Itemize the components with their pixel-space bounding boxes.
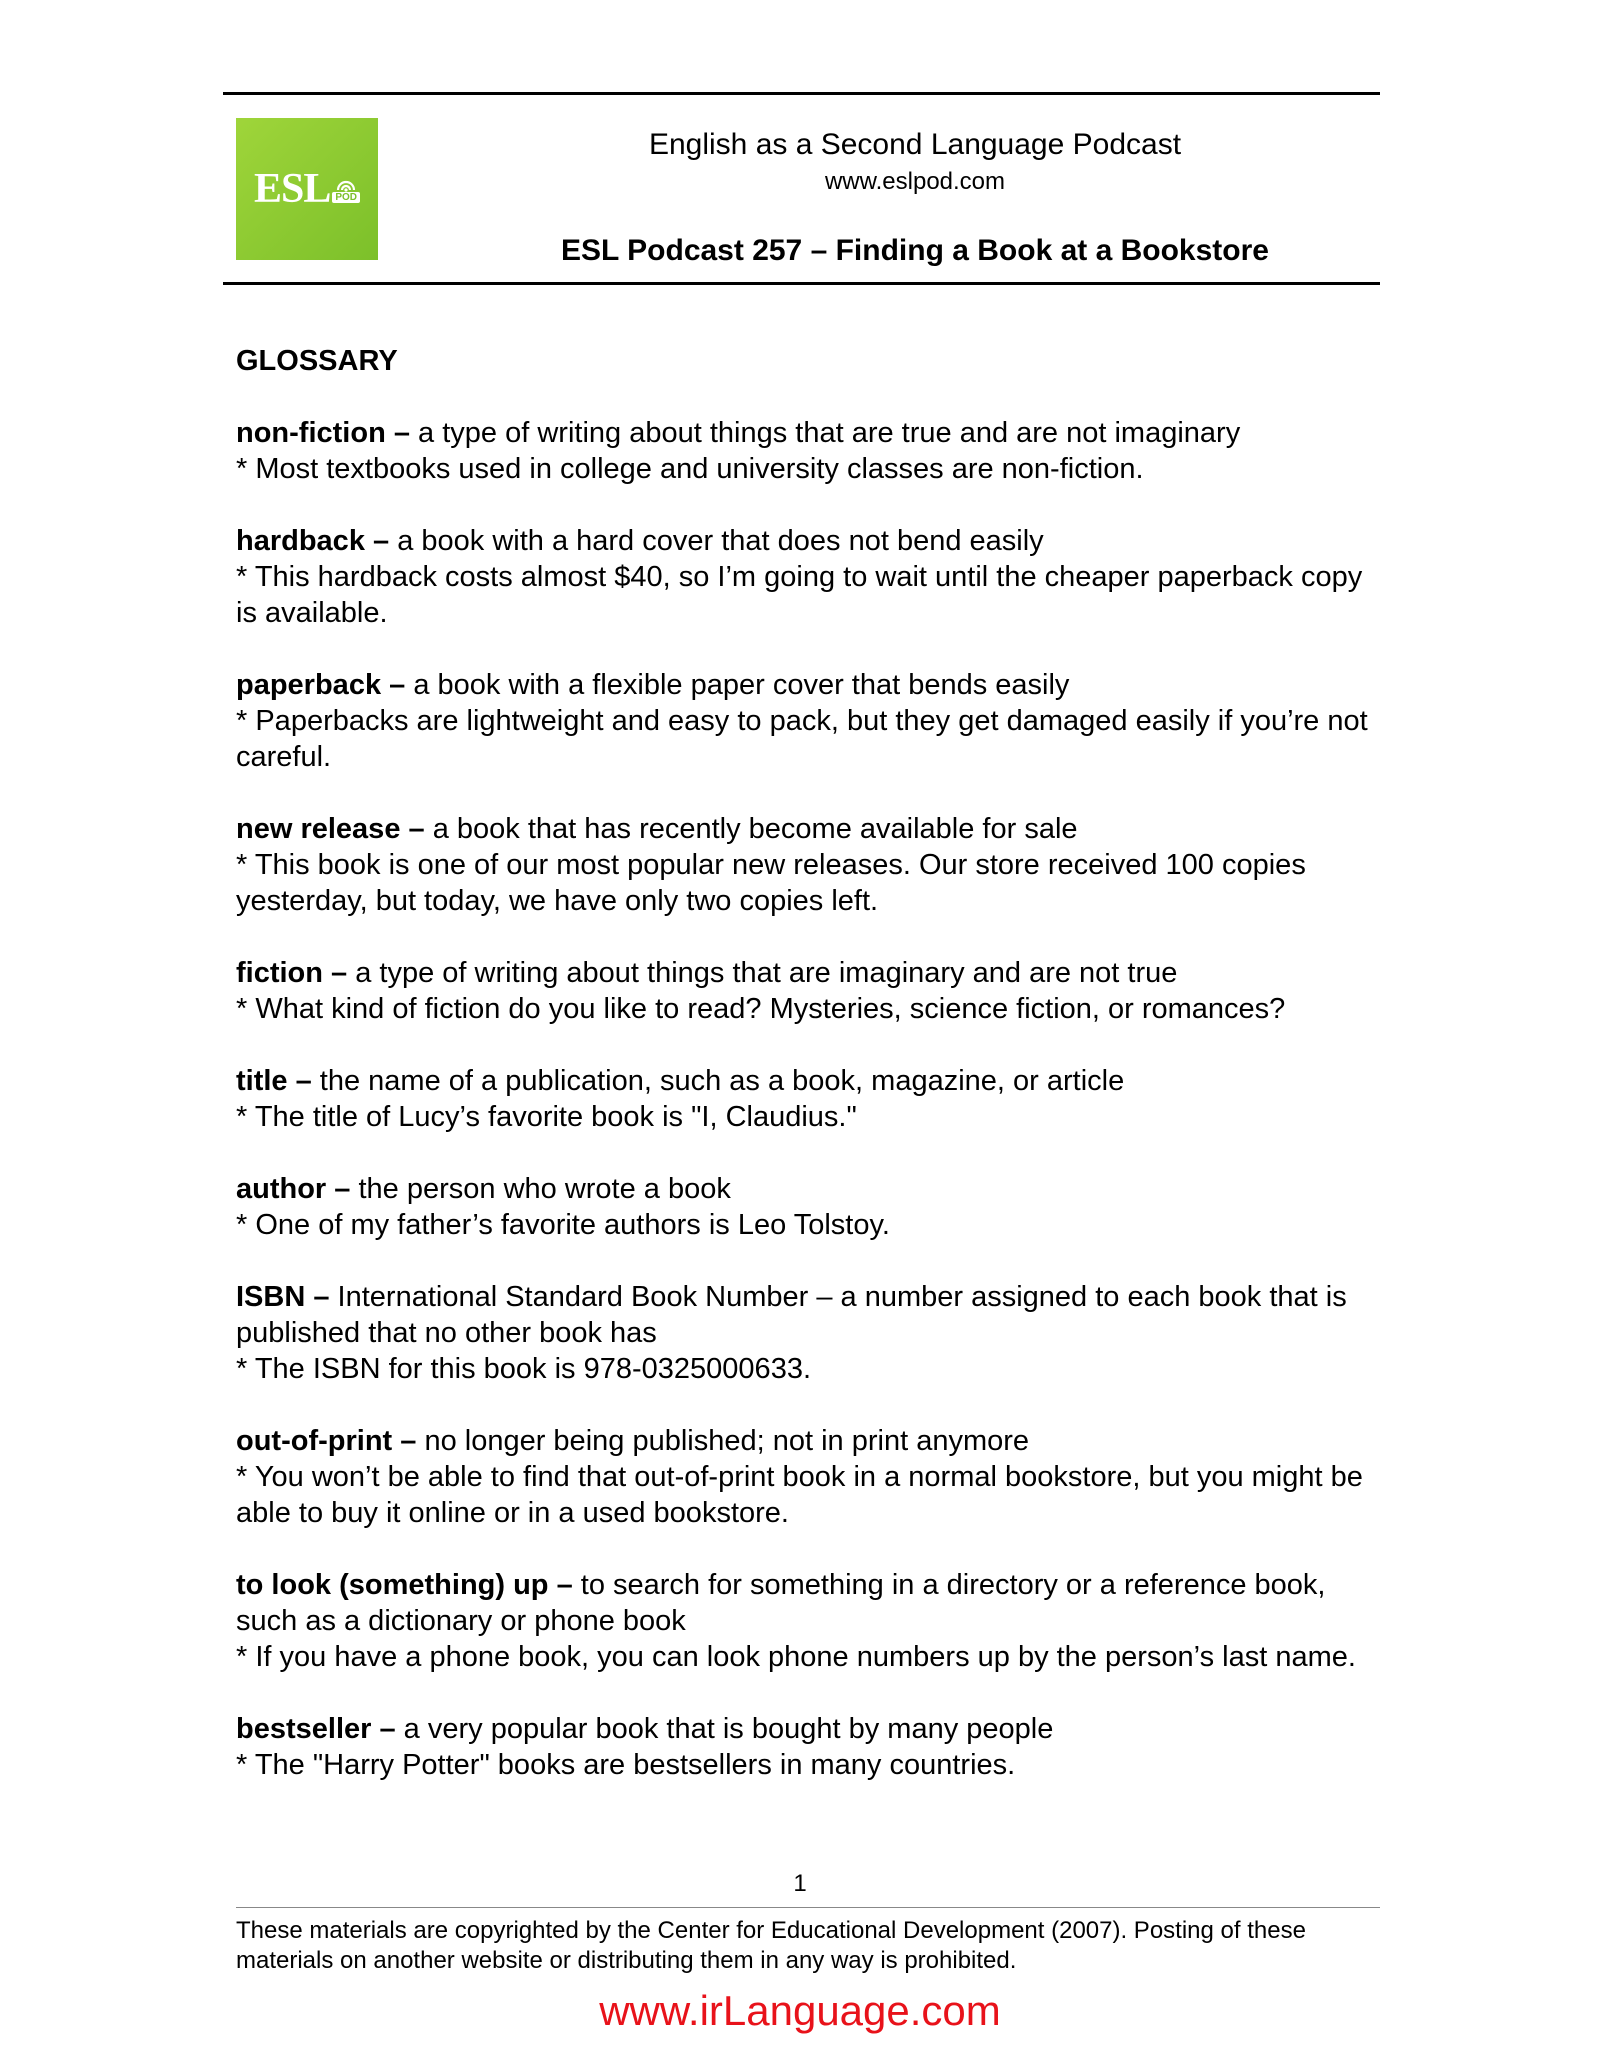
glossary-definition: a book with a flexible paper cover that bends easily: [405, 669, 1070, 701]
entry-definition-line: [236, 1567, 1376, 1639]
glossary-example: * If you have a phone book, you can look phone numbers up by the person’s last name.: [236, 1641, 1356, 1673]
glossary-term: author –: [236, 1173, 351, 1205]
glossary-definition: a very popular book that is bought by many people: [395, 1713, 1054, 1745]
glossary-heading: GLOSSARY: [236, 345, 398, 377]
entry-definition-line: [236, 811, 1376, 847]
glossary-example: * One of my father’s favorite authors is Leo Tolstoy.: [236, 1209, 890, 1241]
footer-rule: [236, 1907, 1380, 1908]
glossary-entry: [236, 1711, 1376, 1783]
logo-sub-label: POD: [332, 192, 360, 203]
glossary-entry: [236, 667, 1376, 775]
glossary-entry: [236, 1063, 1376, 1135]
glossary-definition: a book that has recently become available for sale: [424, 813, 1078, 845]
glossary-example: * Most textbooks used in college and university classes are non-fiction.: [236, 453, 1144, 485]
entry-definition-line: [236, 955, 1376, 991]
entry-definition-line: [236, 1423, 1376, 1459]
glossary-example: * What kind of fiction do you like to read? Mysteries, science fiction, or romances?: [236, 993, 1286, 1025]
glossary-entry: [236, 1171, 1376, 1243]
glossary-term: new release –: [236, 813, 425, 845]
glossary-entry: [236, 1279, 1376, 1387]
glossary-example: * The title of Lucy’s favorite book is "I, Claudius.": [236, 1101, 857, 1133]
podcast-icon: [332, 176, 360, 203]
watermark-link[interactable]: www.irLanguage.com: [599, 1987, 1001, 2034]
header-bottom-rule: [223, 282, 1380, 285]
glossary-definition: no longer being published; not in print anymore: [416, 1425, 1030, 1457]
glossary-term: bestseller –: [236, 1713, 396, 1745]
glossary-example: * The ISBN for this book is 978-0325000633.: [236, 1353, 812, 1385]
glossary-term: ISBN –: [236, 1281, 330, 1313]
glossary-example: * This book is one of our most popular new releases. Our store received 100 copies yesterday, but today, we have only two copies left.: [236, 849, 1306, 917]
logo-text: ESL: [253, 166, 331, 212]
glossary-section: [236, 343, 1376, 1819]
copyright-notice: These materials are copyrighted by the Center for Educational Development (2007). Posting of these materials on another website or distributing them in any way is prohibited.: [236, 1917, 1306, 1974]
glossary-term: title –: [236, 1065, 312, 1097]
glossary-term: non-fiction –: [236, 417, 410, 449]
entry-definition-line: [236, 1063, 1376, 1099]
glossary-example: * You won’t be able to find that out-of-print book in a normal bookstore, but you might be able to buy it online or in a used bookstore.: [236, 1461, 1363, 1529]
entry-definition-line: [236, 415, 1376, 451]
site-url: www.eslpod.com: [824, 168, 1006, 195]
glossary-entry: [236, 955, 1376, 1027]
glossary-entry: [236, 523, 1376, 631]
glossary-term: hardback –: [236, 525, 390, 557]
glossary-example: * The "Harry Potter" books are bestsellers in many countries.: [236, 1749, 1016, 1781]
glossary-definition: a type of writing about things that are true and are not imaginary: [409, 417, 1241, 449]
header-top-rule: [223, 92, 1380, 95]
glossary-definition: to search for something in a directory or a reference book, such as a dictionary or phone book: [236, 1569, 1326, 1637]
glossary-definition: a book with a hard cover that does not bend easily: [389, 525, 1044, 557]
glossary-example: * This hardback costs almost $40, so I’m going to wait until the cheaper paperback copy is available.: [236, 561, 1363, 629]
glossary-term: out-of-print –: [236, 1425, 417, 1457]
glossary-definition: a type of writing about things that are imaginary and are not true: [347, 957, 1178, 989]
glossary-entry: [236, 1423, 1376, 1531]
glossary-definition: International Standard Book Number – a number assigned to each book that is published that no other book has: [236, 1281, 1347, 1349]
glossary-list: [236, 415, 1376, 1783]
entry-definition-line: [236, 1171, 1376, 1207]
page-number: 1: [793, 1870, 807, 1897]
entry-definition-line: [236, 523, 1376, 559]
eslpod-logo: [236, 118, 378, 260]
glossary-example: * Paperbacks are lightweight and easy to pack, but they get damaged easily if you’re not careful.: [236, 705, 1368, 773]
entry-definition-line: [236, 667, 1376, 703]
entry-definition-line: [236, 1711, 1376, 1747]
glossary-entry: [236, 1567, 1376, 1675]
glossary-entry: [236, 415, 1376, 487]
glossary-entry: [236, 811, 1376, 919]
glossary-term: to look (something) up –: [236, 1569, 573, 1601]
episode-title: ESL Podcast 257 – Finding a Book at a Bookstore: [561, 234, 1269, 267]
glossary-definition: the person who wrote a book: [350, 1173, 731, 1205]
glossary-definition: the name of a publication, such as a book, magazine, or article: [311, 1065, 1125, 1097]
entry-definition-line: [236, 1279, 1376, 1351]
glossary-term: fiction –: [236, 957, 348, 989]
podcast-name: English as a Second Language Podcast: [648, 128, 1182, 161]
glossary-term: paperback –: [236, 669, 406, 701]
